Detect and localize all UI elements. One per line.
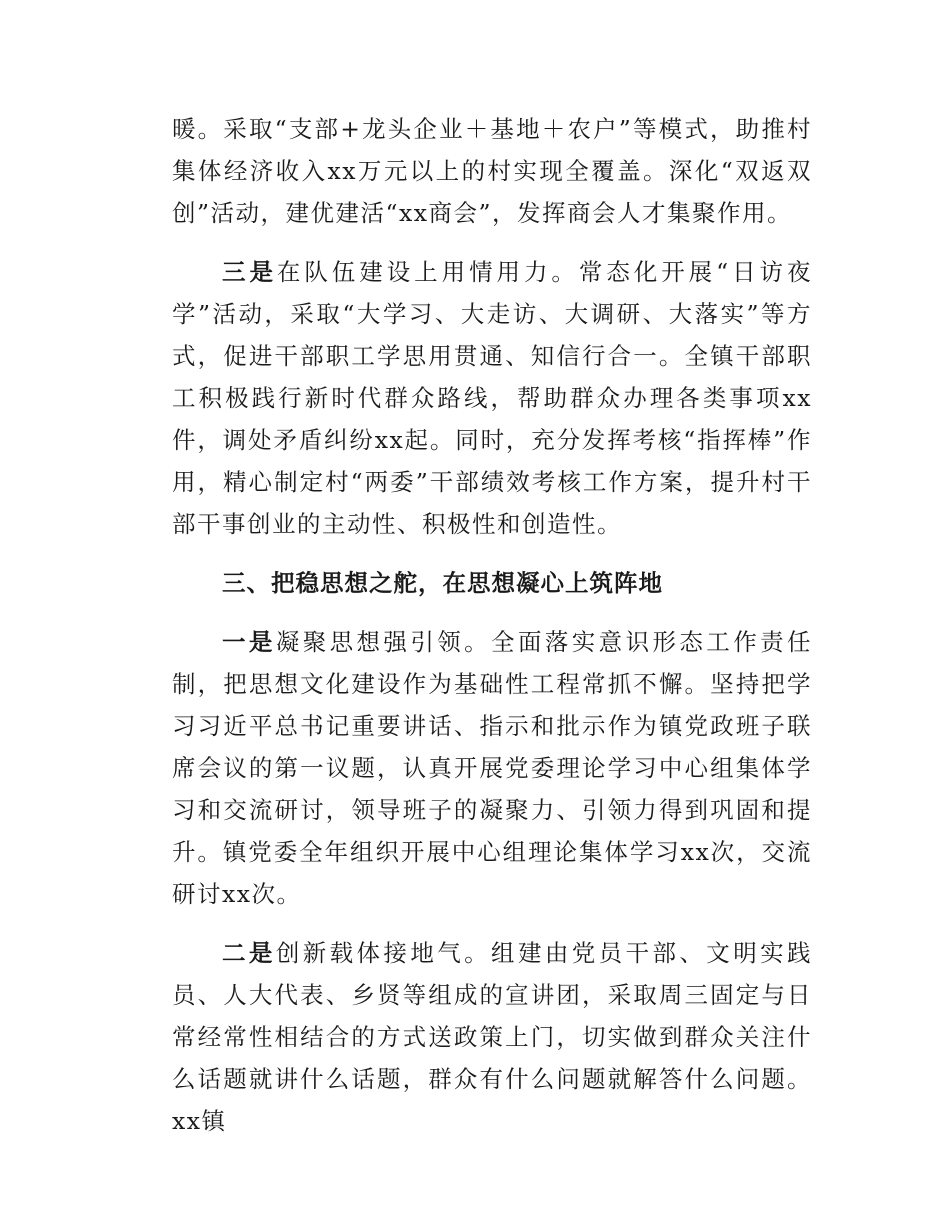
section-heading: 三、把稳思想之舵，在思想凝心上筑阵地 (222, 569, 663, 597)
paragraph-team-building (172, 251, 812, 545)
paragraph-text: 凝聚思想强引领。全面落实意识形态工作责任制，把思想文化建设作为基础性工程常抓不懈。坚持把学习习近平总书记重要讲话、指示和批示作为镇党政班子联席会议的第一议题，认真开展党委理论学习中心组集体学习和交流研讨，领导班子的凝聚力、引领力得到巩固和提升。镇党委全年组织开展中心组理论集体学习xx次，交流研讨xx次。 (172, 628, 813, 908)
paragraph-innovation (172, 932, 812, 1142)
paragraph-continuation (172, 108, 812, 234)
paragraph-lead: 一是 (222, 628, 276, 656)
paragraph-lead: 二是 (222, 939, 276, 967)
paragraph-text: 暖。采取“支部+龙头企业＋基地＋农户”等模式，助推村集体经济收入xx万元以上的村实现全覆盖。深化“双返双创”活动，建优建活“xx商会”，发挥商会人才集聚作用。 (172, 115, 812, 227)
paragraph-lead: 三是 (222, 258, 277, 286)
document-page (172, 108, 812, 1142)
paragraph-ideology (172, 621, 812, 915)
paragraph-text: 在队伍建设上用情用力。常态化开展“日访夜学”活动，采取“大学习、大走访、大调研、大落实”等方式，促进干部职工学思用贯通、知信行合一。全镇干部职工积极践行新时代群众路线，帮助群众办理各类事项xx件，调处矛盾纠纷xx起。同时，充分发挥考核“指挥棒”作用，精心制定村“两委”干部绩效考核工作方案，提升村干部干事创业的主动性、积极性和创造性。 (172, 258, 813, 538)
paragraph-text: 创新载体接地气。组建由党员干部、文明实践员、人大代表、乡贤等组成的宣讲团，采取周三固定与日常经常性相结合的方式送政策上门，切实做到群众关注什么话题就讲什么话题，群众有什么问题就解答什么问题。xx镇 (172, 939, 813, 1135)
